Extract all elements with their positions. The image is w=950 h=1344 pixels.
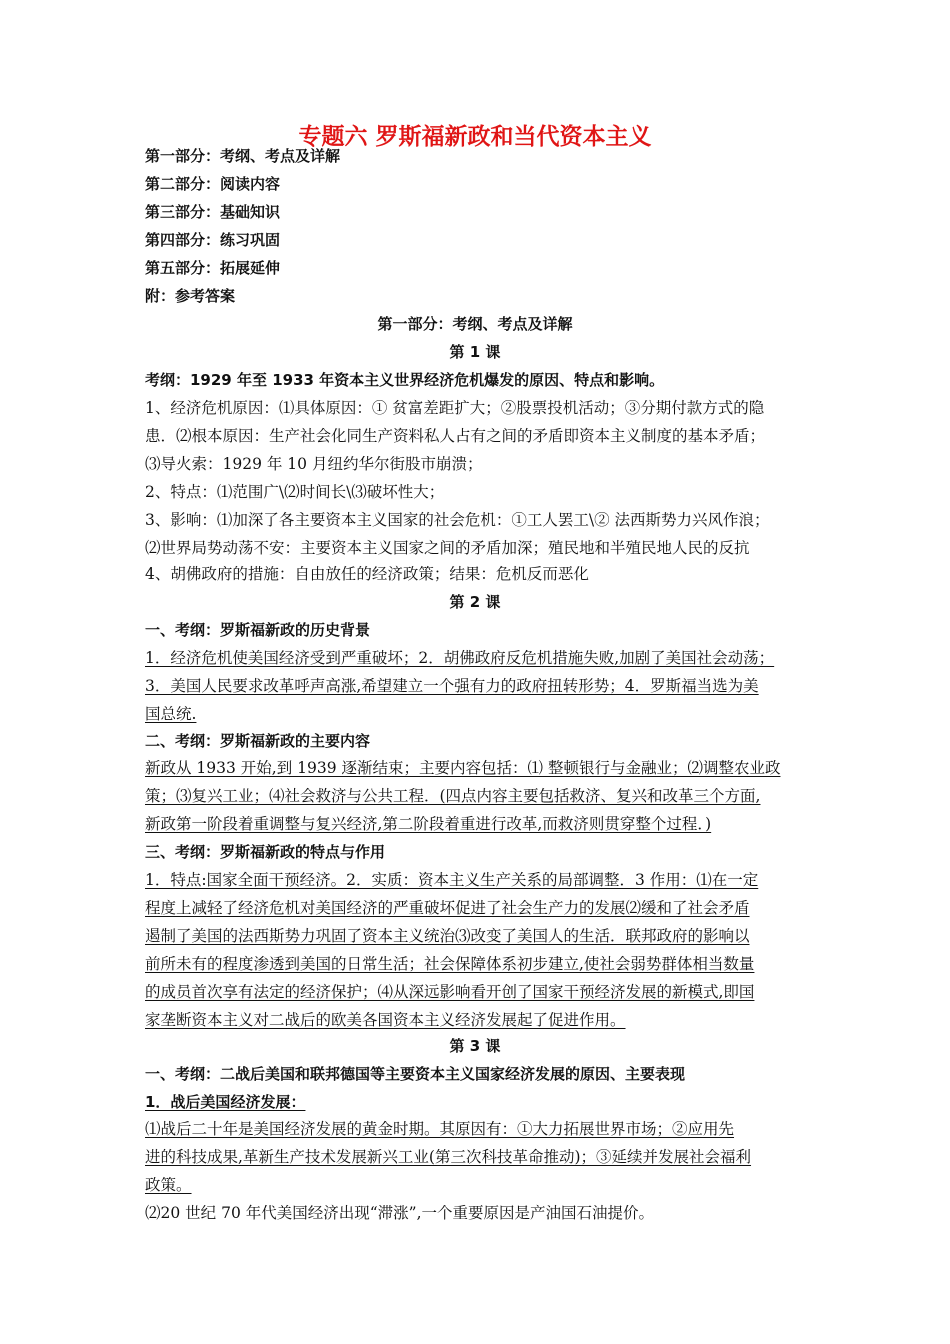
- lesson1-line-5: 3、影响：⑴加深了各主要资本主义国家的社会危机：①工人罢工\② 法西斯势力兴风作浪；: [145, 511, 770, 529]
- lesson2-section2-line-3: 新政第一阶段着重调整与复兴经济,第二阶段着重进行改革,而救济则贯穿整个过程．): [145, 815, 712, 833]
- lesson1-line-4: 2、特点：⑴范围广\⑵时间长\⑶破坏性大；: [145, 483, 445, 501]
- lesson3-line-2: 进的科技成果,革新生产技术发展新兴工业(第三次科技革命推动)；③延续并发展社会福利: [145, 1148, 752, 1166]
- toc-item-4: 第四部分：练习巩固: [145, 231, 281, 249]
- lesson2-section2-line-2: 策；⑶复兴工业；⑷社会救济与公共工程．(四点内容主要包括救济、复兴和改革三个方面,: [145, 787, 761, 805]
- toc-item-5: 第五部分：拓展延伸: [145, 259, 281, 277]
- lesson3-heading: 第 3 课: [449, 1037, 501, 1055]
- lesson1-line-2: 患．⑵根本原因：生产社会化同生产资料私人占有之间的矛盾即资本主义制度的基本矛盾；: [145, 427, 766, 445]
- lesson1-line-3: ⑶导火索：1929 年 10 月纽约华尔街股市崩溃；: [145, 455, 483, 473]
- lesson1-line-7: 4、胡佛政府的措施：自由放任的经济政策；结果：危机反而恶化: [145, 565, 589, 583]
- lesson1-line-6: ⑵世界局势动荡不安：主要资本主义国家之间的矛盾加深；殖民地和半殖民地人民的反抗: [145, 539, 750, 557]
- lesson2-section1-line-2: 3．美国人民要求改革呼声高涨,希望建立一个强有力的政府扭转形势；4．罗斯福当选为美: [145, 677, 759, 695]
- lesson2-section2-line-1: 新政从 1933 开始,到 1939 逐渐结束；主要内容包括：⑴ 整顿银行与金融业；⑵调整农业政: [145, 759, 781, 777]
- lesson1-line-1: 1、经济危机原因：⑴具体原因：① 贫富差距扩大；②股票投机活动；③分期付款方式的隐: [145, 399, 765, 417]
- lesson2-section1-line-3: 国总统.: [145, 705, 197, 723]
- toc-item-1: 第一部分：考纲、考点及详解: [145, 147, 341, 165]
- part1-heading: 第一部分：考纲、考点及详解: [377, 315, 573, 333]
- lesson3-line-4: ⑵20 世纪 70 年代美国经济出现“滞涨”,一个重要原因是产油国石油提价。: [145, 1204, 655, 1222]
- lesson3-subsection-title: 1．战后美国经济发展：: [145, 1093, 306, 1111]
- toc-item-2: 第二部分：阅读内容: [145, 175, 281, 193]
- lesson2-section1-title: 一、考纲：罗斯福新政的历史背景: [145, 621, 371, 639]
- lesson3-section1-title: 一、考纲：二战后美国和联邦德国等主要资本主义国家经济发展的原因、主要表现: [145, 1065, 686, 1083]
- toc-item-6: 附：参考答案: [145, 287, 236, 305]
- lesson1-heading: 第 1 课: [449, 343, 501, 361]
- lesson2-section3-line-3: 遏制了美国的法西斯势力巩固了资本主义统治⑶改变了美国人的生活．联邦政府的影响以: [145, 927, 750, 945]
- toc-item-3: 第三部分：基础知识: [145, 203, 281, 221]
- lesson2-section1-line-1: 1．经济危机使美国经济受到严重破坏；2．胡佛政府反危机措施失败,加剧了美国社会动荡；: [145, 649, 775, 667]
- lesson2-heading: 第 2 课: [449, 593, 501, 611]
- lesson2-section2-title: 二、考纲：罗斯福新政的主要内容: [145, 732, 371, 750]
- lesson3-line-1: ⑴战后二十年是美国经济发展的黄金时期。其原因有：①大力拓展世界市场；②应用先: [145, 1120, 735, 1138]
- lesson1-outline: 考纲：1929 年至 1933 年资本主义世界经济危机爆发的原因、特点和影响。: [145, 371, 665, 389]
- lesson2-section3-line-6: 家垄断资本主义对二战后的欧美各国资本主义经济发展起了促进作用。: [145, 1011, 626, 1029]
- lesson2-section3-line-5: 的成员首次享有法定的经济保护；⑷从深远影响看开创了国家干预经济发展的新模式,即国: [145, 983, 755, 1001]
- lesson2-section3-line-4: 前所未有的程度渗透到美国的日常生活；社会保障体系初步建立,使社会弱势群体相当数量: [145, 955, 755, 973]
- lesson2-section3-title: 三、考纲：罗斯福新政的特点与作用: [145, 843, 386, 861]
- lesson3-line-3: 政策。: [145, 1176, 192, 1194]
- lesson2-section3-line-2: 程度上减轻了经济危机对美国经济的严重破坏促进了社会生产力的发展⑵缓和了社会矛盾: [145, 899, 750, 917]
- document-title: 专题六 罗斯福新政和当代资本主义: [298, 124, 652, 150]
- lesson2-section3-line-1: 1．特点:国家全面干预经济。2．实质：资本主义生产关系的局部调整．3 作用：⑴在一定: [145, 871, 759, 889]
